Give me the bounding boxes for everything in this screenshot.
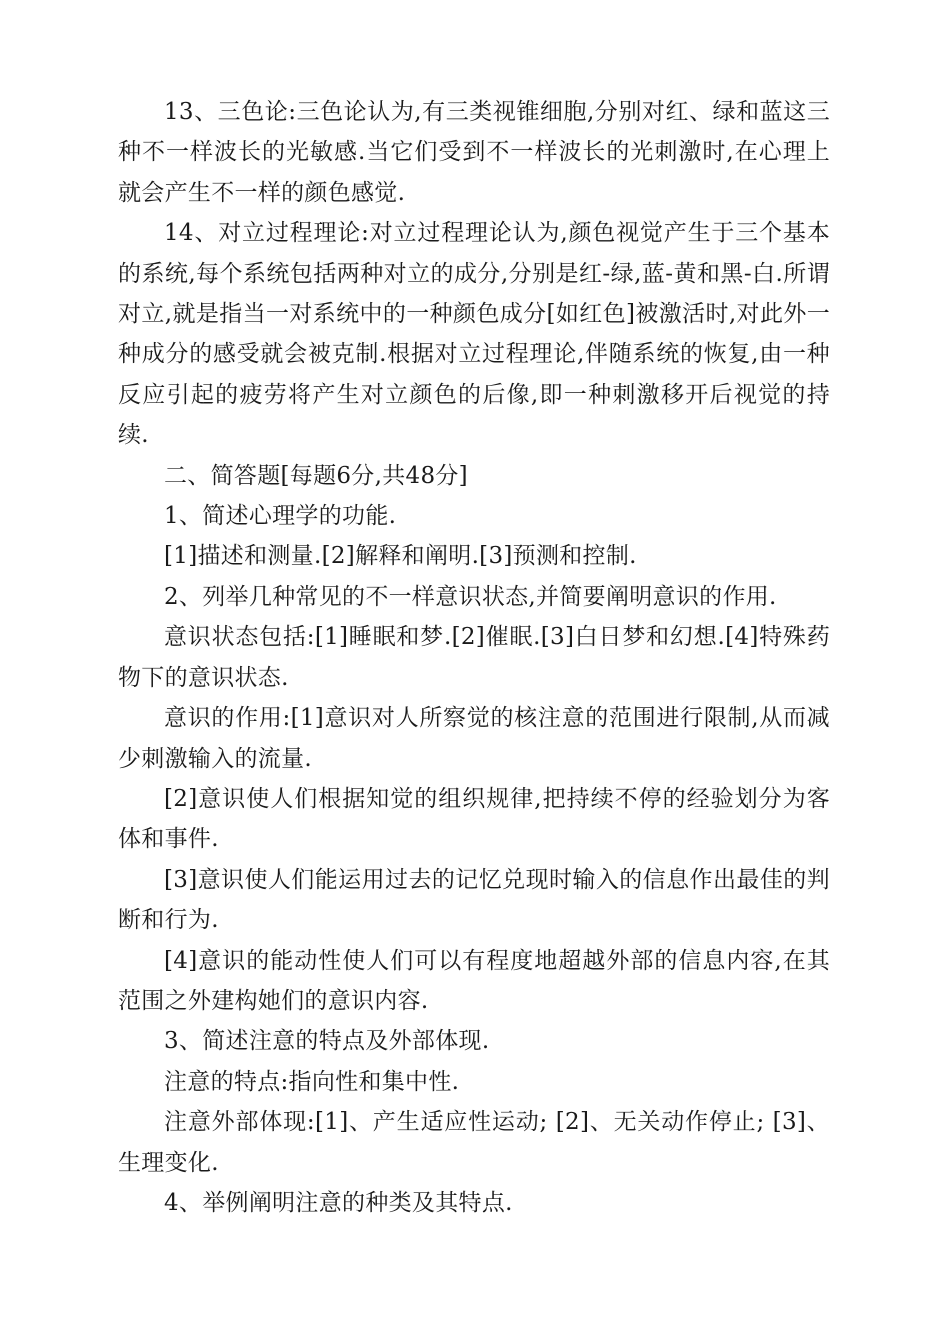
question-3: 3、简述注意的特点及外部体现.	[164, 1028, 490, 1055]
answer-2-function-1: 意识的作用:[1]意识对人所察觉的核注意的范围进行限制,从而减少刺激输入的流量.	[118, 705, 830, 772]
answer-3-features: 注意的特点:指向性和集中性.	[164, 1068, 460, 1095]
document-body	[118, 92, 830, 1223]
section-heading-short-answer: 二、简答题[每题6分,共48分]	[164, 462, 468, 489]
answer-2-function-4: [4]意识的能动性使人们可以有程度地超越外部的信息内容,在其范围之外建构她们的意识内容.	[118, 947, 830, 1014]
question-2: 2、列举几种常见的不一样意识状态,并简要阐明意识的作用.	[164, 583, 777, 610]
answer-2-states: 意识状态包括:[1]睡眠和梦.[2]催眠.[3]白日梦和幻想.[4]特殊药物下的意识状态.	[118, 624, 830, 691]
paragraph-opponent-process-theory: 14、对立过程理论:对立过程理论认为,颜色视觉产生于三个基本的系统,每个系统包括两种对立的成分,分别是红-绿,蓝-黄和黑-白.所谓对立,就是指当一对系统中的一种颜色成分[如红色]被激活时,对此外一种成分的感受就会被克制.根据对立过程理论,伴随系统的恢复,由一种反应引起的疲劳将产生对立颜色的后像,即一种刺激移开后视觉的持续.	[118, 220, 830, 449]
answer-3-manifestations: 注意外部体现:[1]、产生适应性运动; [2]、无关动作停止; [3]、生理变化.	[118, 1109, 830, 1176]
answer-1: [1]描述和测量.[2]解释和阐明.[3]预测和控制.	[164, 543, 637, 570]
question-4: 4、举例阐明注意的种类及其特点.	[164, 1189, 513, 1216]
question-1: 1、简述心理学的功能.	[164, 503, 397, 530]
paragraph-trichromatic-theory: 13、三色论:三色论认为,有三类视锥细胞,分别对红、绿和蓝这三种不一样波长的光敏感.当它们受到不一样波长的光刺激时,在心理上就会产生不一样的颜色感觉.	[118, 99, 830, 206]
answer-2-function-3: [3]意识使人们能运用过去的记忆兑现时输入的信息作出最佳的判断和行为.	[118, 866, 830, 934]
answer-2-function-2: [2]意识使人们根据知觉的组织规律,把持续不停的经验划分为客体和事件.	[118, 785, 830, 853]
